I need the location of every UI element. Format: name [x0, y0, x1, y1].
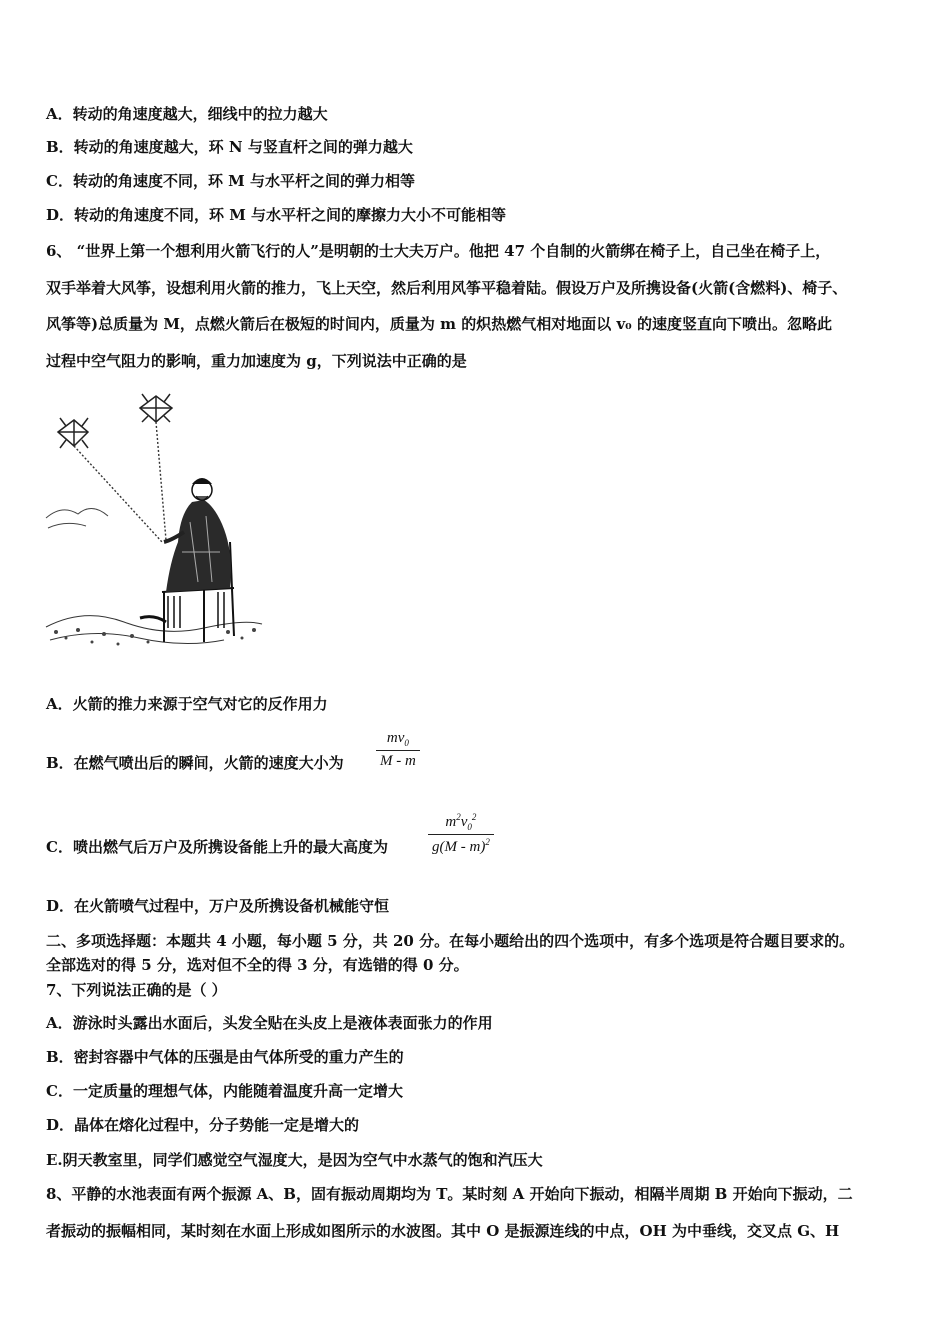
q6-option-b-fraction	[376, 730, 420, 770]
q7-option-e: E.阴天教室里，同学们感觉空气湿度大，是因为空气中水蒸气的饱和汽压大	[46, 1151, 543, 1169]
q7-option-c: C．一定质量的理想气体，内能随着温度升高一定增大	[46, 1082, 403, 1100]
q5-option-a: A．转动的角速度越大，细线中的拉力越大	[46, 105, 328, 123]
section-2-header-line-2: 全部选对的得 5 分，选对但不全的得 3 分，有选错的得 0 分。	[46, 956, 469, 974]
fraction-denominator: g(M - m)$^2$	[432, 837, 490, 855]
q5-option-c: C．转动的角速度不同，环 M 与水平杆之间的弹力相等	[46, 172, 415, 190]
fraction-numerator: $mv_0$	[386, 730, 409, 748]
q6-option-d: D．在火箭喷气过程中，万户及所携设备机械能守恒	[46, 897, 390, 915]
q5-option-b: B．转动的角速度越大，环 N 与竖直杆之间的弹力越大	[46, 138, 413, 156]
section-2-header-line-1: 二、多项选择题：本题共 4 小题，每小题 5 分，共 20 分。在每小题给出的四个选项中，有多个选项是符合题目要求的。	[46, 932, 855, 950]
q8-stem-line-2: 者振动的振幅相同，某时刻在水面上形成如图所示的水波图。其中 O 是振源连线的中点，OH 为中垂线，交叉点 G、H	[46, 1222, 840, 1240]
q6-option-c: C．喷出燃气后万户及所携设备能上升的最大高度为	[46, 838, 388, 856]
q6-stem-line-2: 双手举着大风筝，设想利用火箭的推力，飞上天空，然后利用风筝平稳着陆。假设万户及所携设备(火箭(含燃料)、椅子、	[46, 279, 848, 297]
fraction-numerator: $m^2v_0^2$	[445, 812, 477, 832]
q7-option-a: A．游泳时头露出水面后，头发全贴在头皮上是液体表面张力的作用	[46, 1014, 493, 1032]
q6-option-a: A．火箭的推力来源于空气对它的反作用力	[46, 695, 328, 713]
q6-stem-line-1: 6、 “世界上第一个想利用火箭飞行的人”是明朝的士大夫万户。他把 47 个自制的火箭绑在椅子上，自己坐在椅子上，	[46, 242, 831, 260]
q6-stem-line-4: 过程中空气阻力的影响，重力加速度为 g，下列说法中正确的是	[46, 352, 467, 370]
q8-stem-line-1: 8、平静的水池表面有两个振源 A、B，固有振动周期均为 T。某时刻 A 开始向下振动，相隔半周期 B 开始向下振动，二	[46, 1185, 853, 1203]
wanhu-rocket-chair-illustration	[44, 392, 264, 654]
q7-option-b: B．密封容器中气体的压强是由气体所受的重力产生的	[46, 1048, 404, 1066]
q6-stem-line-3: 风筝等)总质量为 M，点燃火箭后在极短的时间内，质量为 m 的炽热燃气相对地面以 v₀ 的速度竖直向下喷出。忽略此	[46, 315, 832, 333]
q7-stem: 7、下列说法正确的是（ ）	[46, 981, 227, 999]
q6-option-b: B．在燃气喷出后的瞬间，火箭的速度大小为	[46, 754, 344, 772]
q7-option-d: D．晶体在熔化过程中，分子势能一定是增大的	[46, 1116, 360, 1134]
q5-option-d: D．转动的角速度不同，环 M 与水平杆之间的摩擦力大小不可能相等	[46, 206, 507, 224]
q6-option-c-fraction	[428, 812, 494, 856]
fraction-denominator: M - m	[380, 753, 416, 769]
